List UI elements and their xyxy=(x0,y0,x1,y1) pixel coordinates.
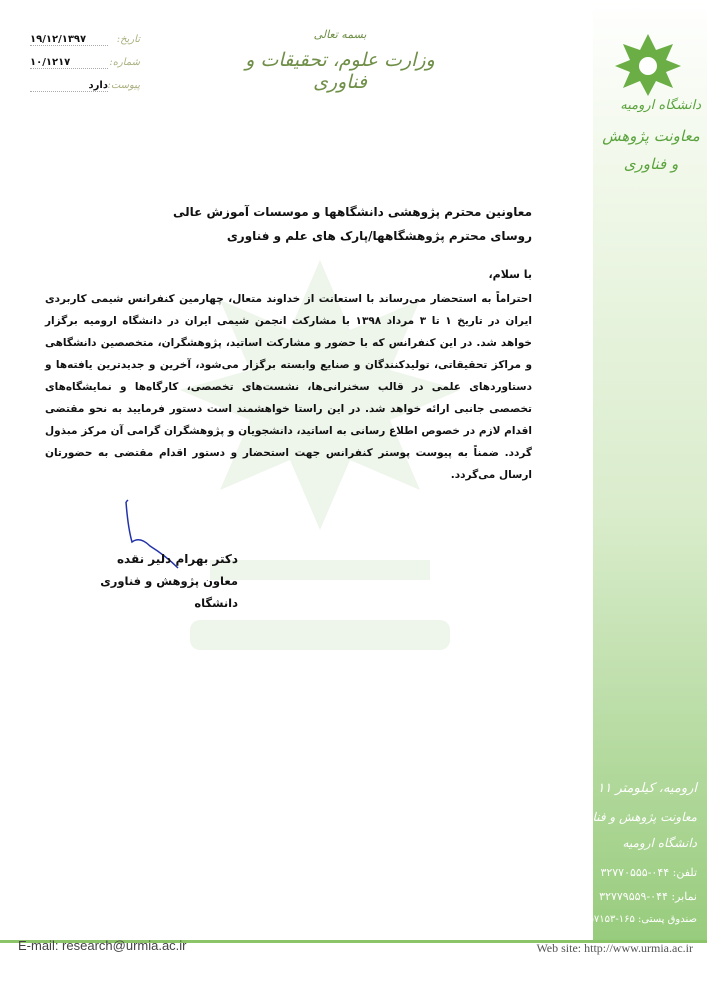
salutation: با سلام، xyxy=(488,268,532,281)
attachment-label: پیوست: xyxy=(107,80,140,91)
basmala: بسمه تعالی xyxy=(313,28,367,41)
phone-number: تلفن: ۰۴۴-۳۲۷۷۰۵۵۵ xyxy=(600,866,697,879)
attachment-row xyxy=(30,80,140,96)
number-row xyxy=(30,57,140,73)
university-logo-icon xyxy=(613,30,683,100)
date-value: ۱۹/۱۲/۱۳۹۷ xyxy=(30,34,108,46)
date-row xyxy=(30,34,140,50)
recipients-block xyxy=(52,200,532,248)
po-box: صندوق پستی: ۱۶۵-۵۷۱۵۳ xyxy=(588,914,697,925)
fax-number: نمابر: ۰۴۴-۳۲۷۷۹۵۵۹ xyxy=(599,890,697,903)
date-label: تاریخ: xyxy=(116,34,140,45)
ministry-name: وزارت علوم، تحقیقات و فناوری xyxy=(245,49,435,93)
letter-body: احتراماً به استحضار می‌رساند با استعانت از خداوند متعال، چهارمین کنفرانس شیمی کاربردی ایران در تاریخ ۱ تا ۳ مرداد ۱۳۹۸ با مشارکت انجمن شیمی ایران در دانشگاه ارومیه برگزار خواهد شد. در این کنفرانس که با حضور و مشارکت اساتید، پژوهشگران، متخصصین دانشگاهی و مراکز تحقیقاتی، تولیدکنندگان و صنایع وابسته برگزار می‌شود، آخرین و جدیدترین یافته‌ها و دستاوردهای علمی در قالب سخنرانی‌ها، نشست‌های تخصصی، کارگاه‌ها و نمایشگاه‌های تخصصی جانبی ارائه خواهد شد. در این راستا خواهشمند است دستور فرمایید به نحو مقتضی اقدام لازم در خصوص اطلاع رسانی به اساتید، دانشجویان و پژوهشگران گرامی آن مرکز مبذول گردد. ضمناً به پیوست پوستر کنفرانس جهت استحضار و دستور اقدام مقتضی به حضورتان ارسال می‌گردد. xyxy=(45,293,532,481)
footer-website[interactable]: Web site: http://www.urmia.ac.ir xyxy=(536,941,693,955)
number-label: شماره: xyxy=(109,57,140,68)
recipient-line: روسای محترم پژوهشگاهها/پارک های علم و فناوری xyxy=(226,229,532,243)
recipient-line: معاونین محترم پژوهشی دانشگاهها و موسسات آموزش عالی xyxy=(172,205,532,219)
signer-title: معاون پژوهش و فناوری دانشگاه xyxy=(100,574,238,610)
university-name: دانشگاه ارومیه xyxy=(620,98,701,113)
signature-block xyxy=(88,548,238,614)
address-line: دانشگاه ارومیه xyxy=(622,836,697,850)
number-value: ۱۰/۱۲۱۷ xyxy=(30,57,108,69)
department-name: معاونت پژوهش و فناوری xyxy=(602,127,700,173)
signer-name: دکتر بهرام دلیر نقده xyxy=(116,552,238,566)
attachment-value: دارد xyxy=(30,80,108,92)
letterhead-side-band xyxy=(540,0,707,940)
ministry-header xyxy=(230,28,450,93)
address-line: معاونت پژوهش و فناوری xyxy=(571,810,697,824)
footer-email[interactable]: E-mail: research@urmia.ac.ir xyxy=(18,938,187,953)
address-line: ارومیه، کیلومتر ۱۱ جاده سرو xyxy=(540,781,697,796)
